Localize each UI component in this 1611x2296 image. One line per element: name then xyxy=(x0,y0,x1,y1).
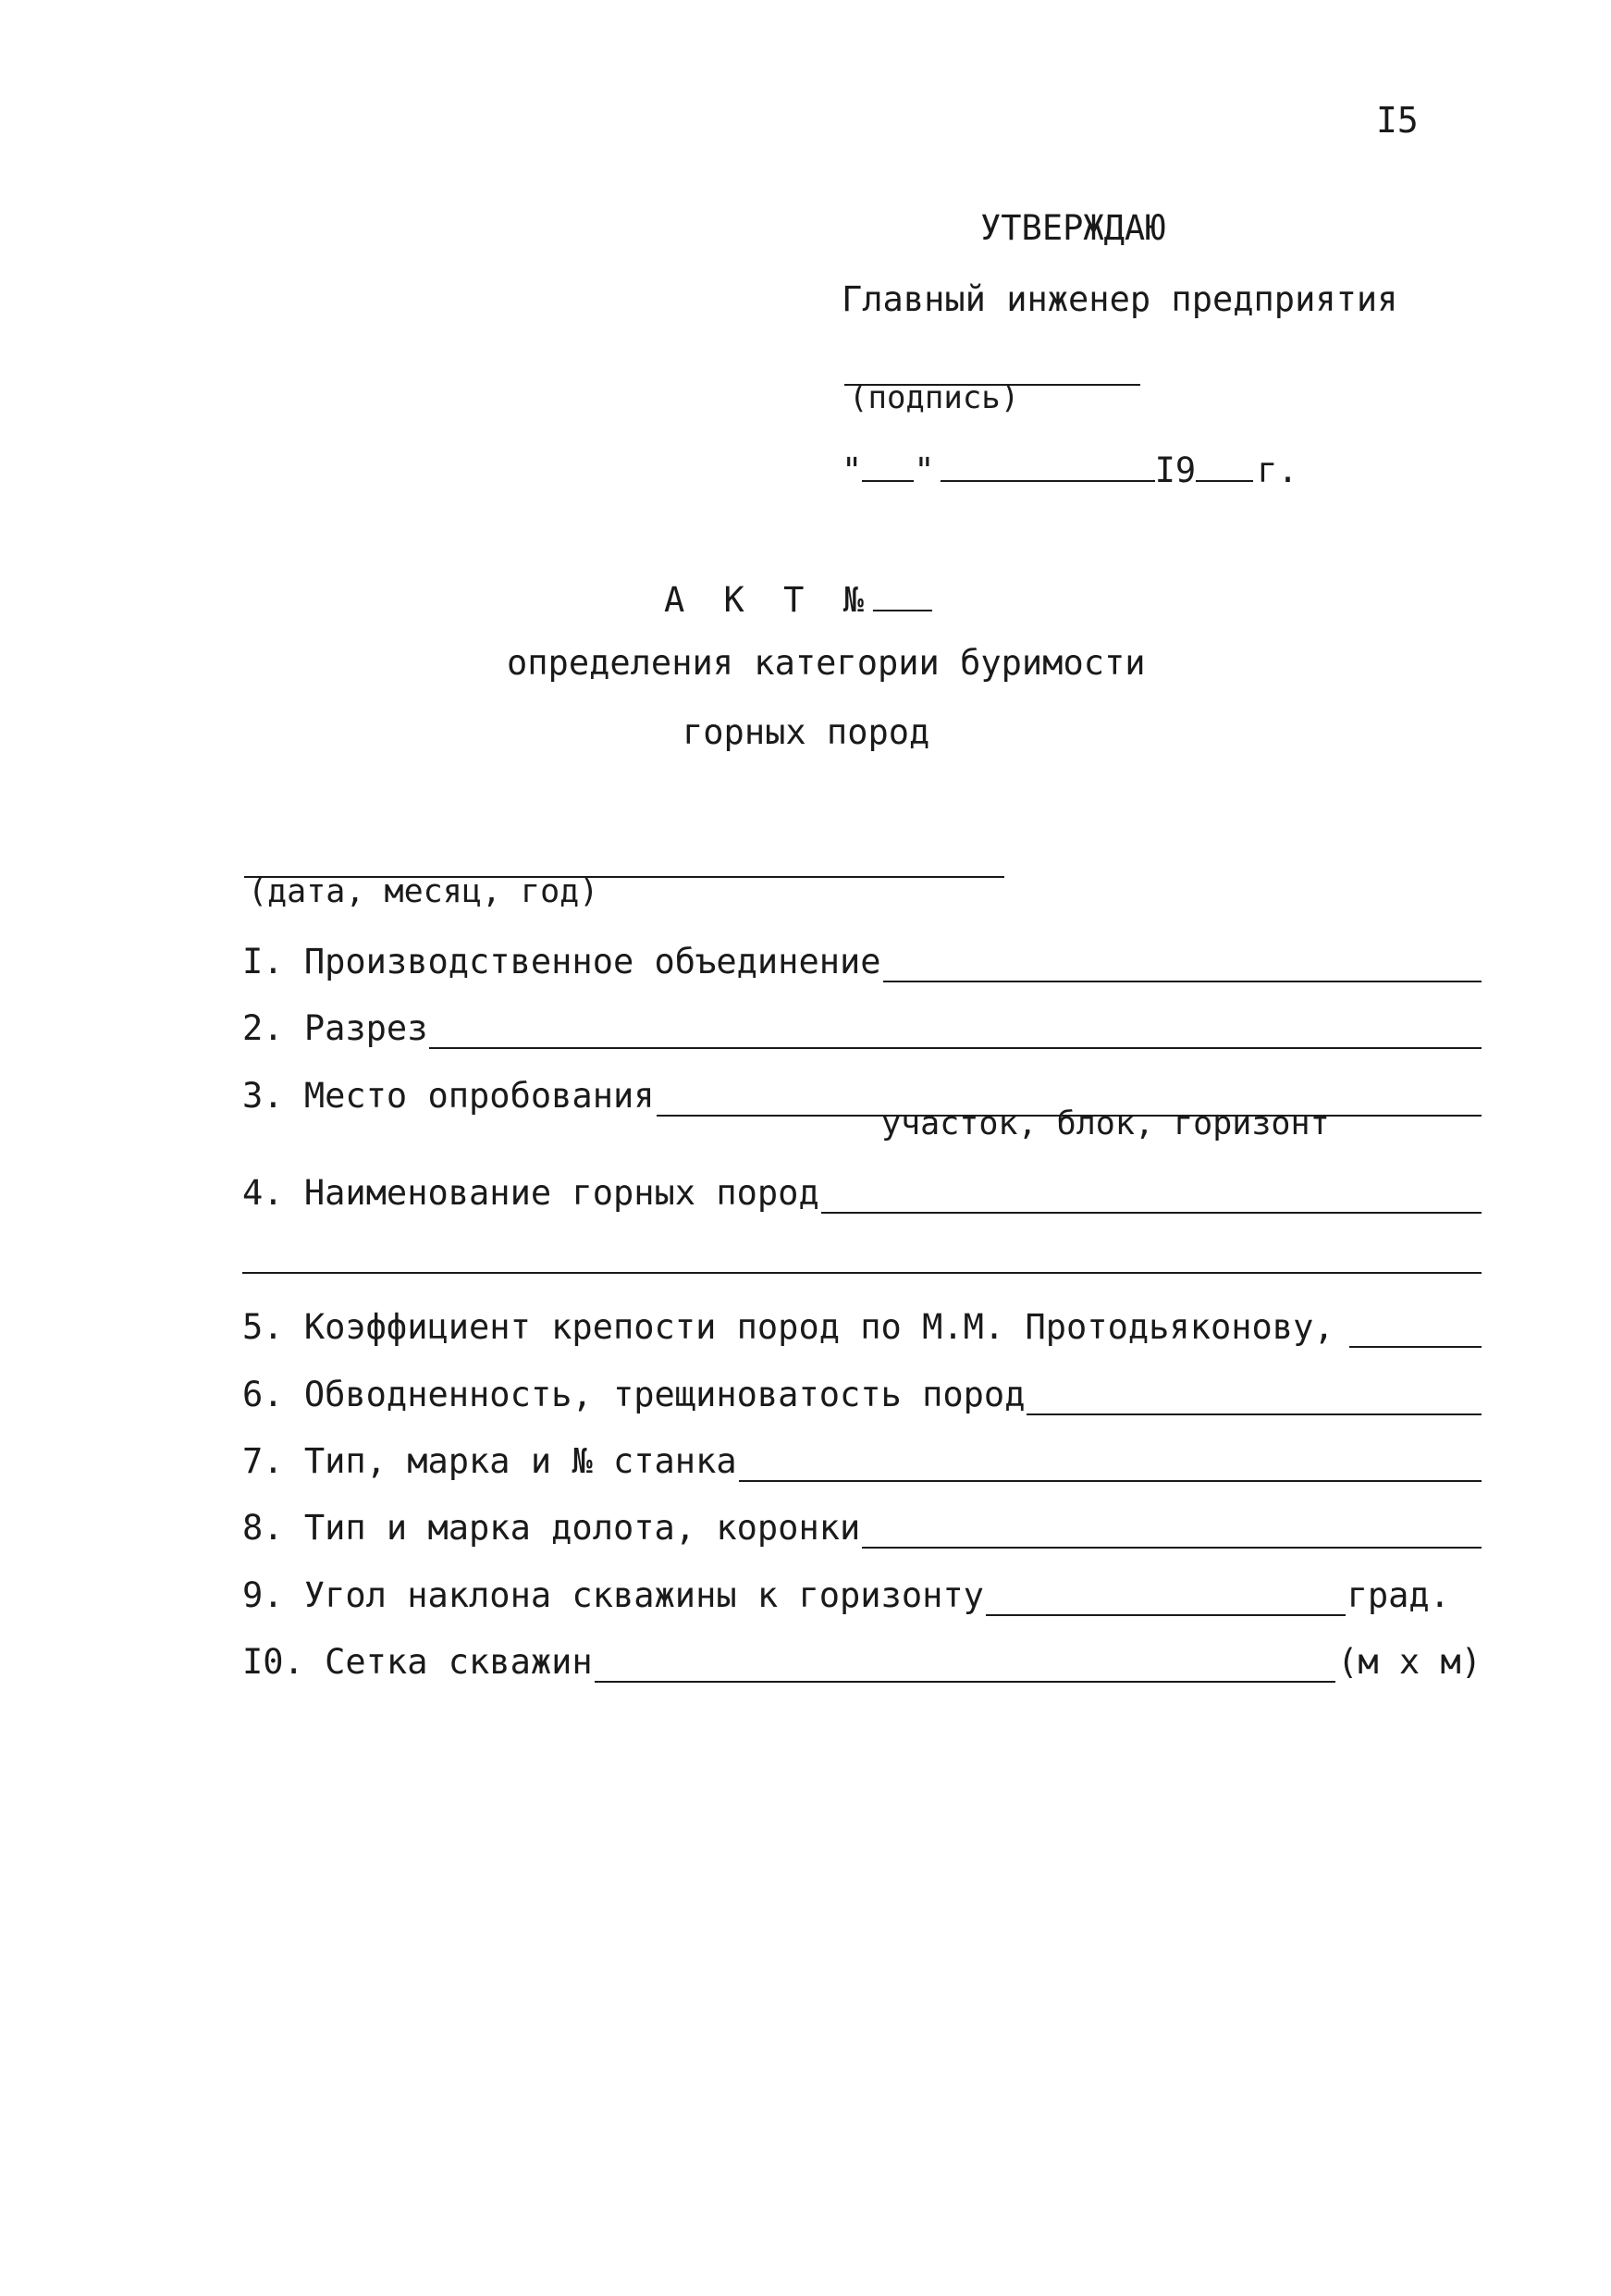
production-association-field[interactable] xyxy=(883,945,1482,982)
act-title xyxy=(664,576,932,621)
item-label: 9. Угол наклона скважины к горизонту xyxy=(242,1575,984,1615)
section-field[interactable] xyxy=(429,1012,1482,1049)
date-caption: (дата, месяц, год) xyxy=(248,873,599,910)
item-water-fracture xyxy=(242,1375,1482,1415)
approval-date-row xyxy=(842,447,1298,491)
page-number: I5 xyxy=(1376,100,1419,141)
act-number-field[interactable] xyxy=(873,576,932,611)
item-hole-angle xyxy=(242,1575,1482,1616)
date-open-quote: " xyxy=(842,451,863,490)
year-field[interactable] xyxy=(1196,447,1253,482)
item-label: I0. Сетка скважин xyxy=(242,1642,593,1682)
item-label: 4. Наименование горных пород xyxy=(242,1173,819,1213)
item-section xyxy=(242,1008,1482,1049)
water-fracture-field[interactable] xyxy=(1027,1378,1482,1415)
year-prefix: I9 xyxy=(1154,451,1197,490)
item-production-association xyxy=(242,942,1482,982)
signature-caption: (подпись) xyxy=(849,379,1020,416)
month-field[interactable] xyxy=(941,447,1155,482)
sampling-place-hint: участок, блок, горизонт xyxy=(881,1105,1330,1142)
item-label: 6. Обводненность, трещиноватость пород xyxy=(242,1375,1026,1414)
hole-grid-unit: (м х м) xyxy=(1337,1642,1482,1682)
item-label: 2. Разрез xyxy=(242,1008,428,1048)
item-rig-type xyxy=(242,1441,1482,1482)
approver-position: Главный инженер предприятия xyxy=(842,279,1398,319)
item-label: I. Производственное объединение xyxy=(242,942,881,981)
item-label: 5. Коэффициент крепости пород по М.М. Протодьяконову, xyxy=(242,1307,1334,1347)
hole-angle-field[interactable] xyxy=(986,1579,1346,1616)
item-hardness-coefficient xyxy=(242,1307,1482,1348)
hole-grid-field[interactable] xyxy=(595,1646,1335,1683)
bit-type-field[interactable] xyxy=(862,1512,1482,1549)
rock-name-continuation-line[interactable] xyxy=(242,1272,1482,1274)
approval-heading: УТВЕРЖДАЮ xyxy=(980,208,1166,248)
rock-name-field[interactable] xyxy=(821,1177,1482,1214)
item-label: 3. Место опробования xyxy=(242,1076,655,1116)
item-rock-name xyxy=(242,1173,1482,1214)
item-bit-type xyxy=(242,1508,1482,1549)
item-label: 8. Тип и марка долота, коронки xyxy=(242,1508,861,1548)
day-field[interactable] xyxy=(862,447,914,482)
item-label: 7. Тип, марка и № станка xyxy=(242,1441,737,1481)
hardness-coefficient-field[interactable] xyxy=(1349,1311,1482,1348)
act-title-text: А К Т № xyxy=(664,580,873,620)
item-hole-grid xyxy=(242,1642,1482,1683)
hole-angle-unit: град. xyxy=(1347,1575,1450,1615)
act-subtitle-line1: определения категории буримости xyxy=(507,643,1146,683)
year-suffix: г. xyxy=(1257,451,1298,490)
rig-type-field[interactable] xyxy=(739,1445,1482,1482)
act-subtitle-line2: горных пород xyxy=(683,712,930,752)
date-close-quote: " xyxy=(914,451,935,490)
